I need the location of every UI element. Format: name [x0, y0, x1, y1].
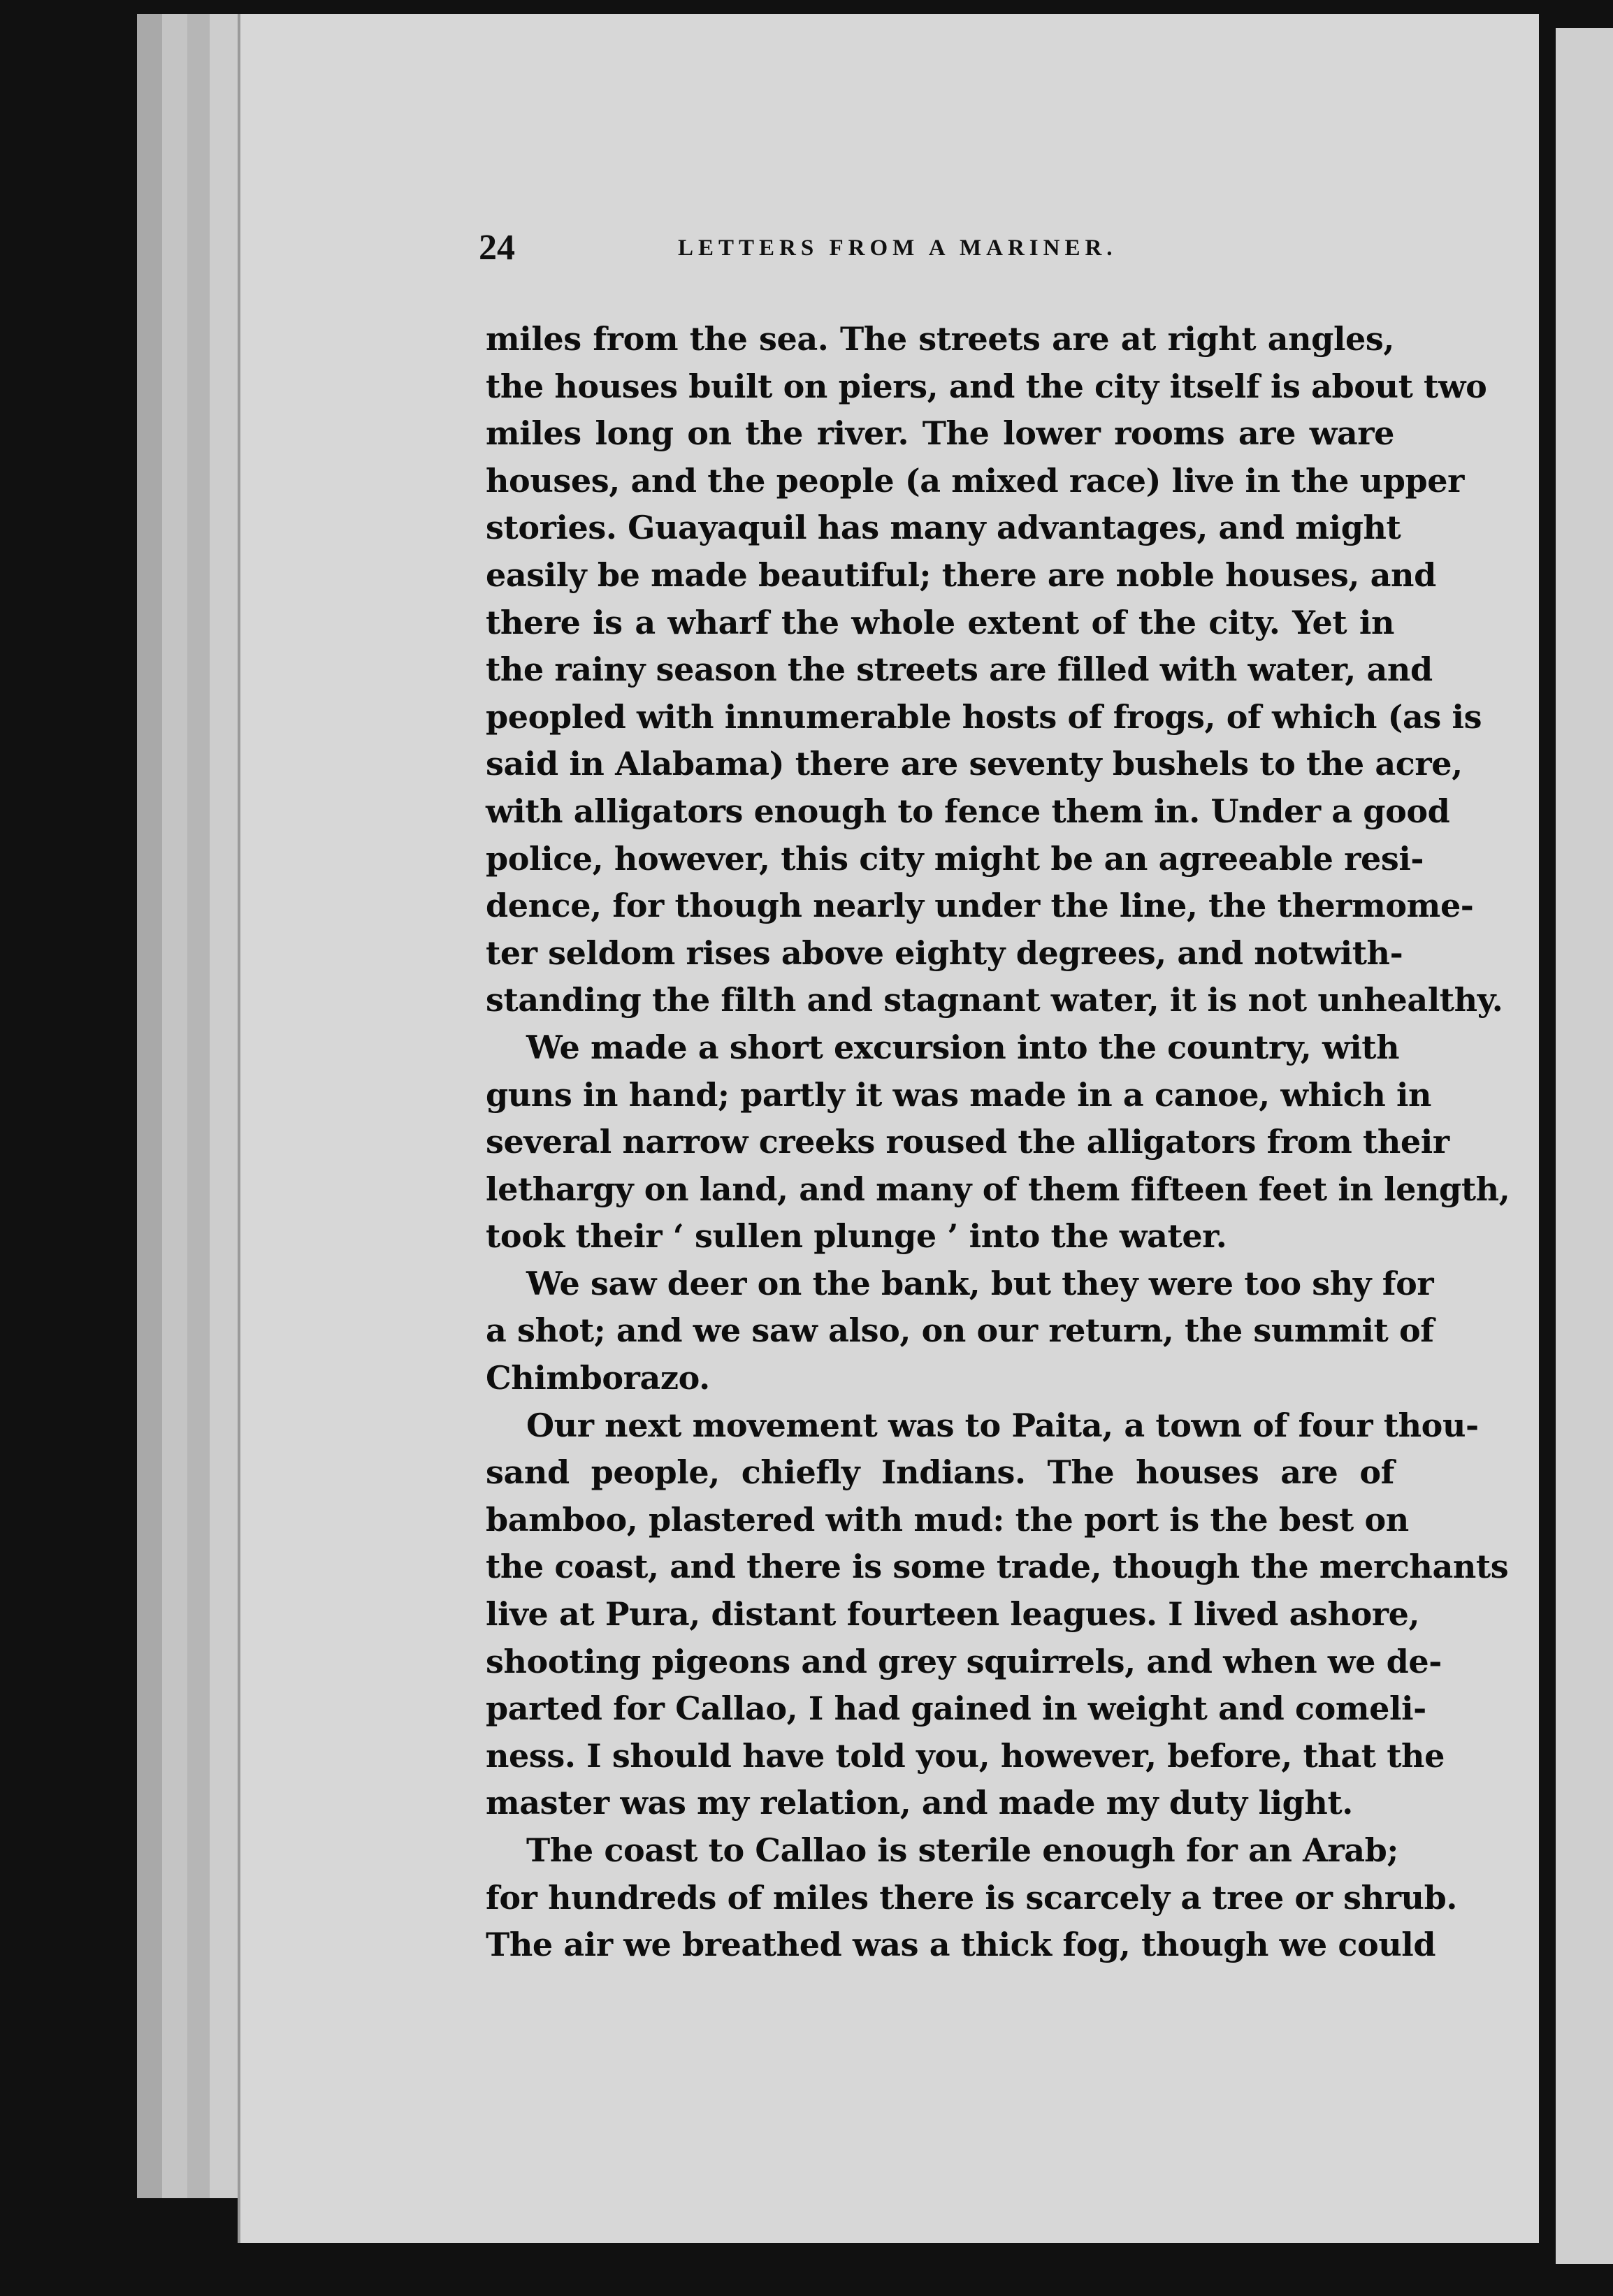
text-line: police, however, this city might be an agreeable resi- [486, 839, 1424, 878]
text-line: miles long on the river. The lower rooms are ware [486, 414, 1394, 453]
text-line: easily be made beautiful; there are noble houses, and [486, 555, 1436, 594]
text-line: dence, for though nearly under the line, the thermome- [486, 887, 1474, 925]
page-number: 24 [479, 228, 515, 268]
text-line: Chimborazo. [486, 1359, 710, 1397]
text-line: stories. Guayaquil has many advantages, and might [486, 509, 1401, 547]
text-line: lethargy on land, and many of them fifteen feet in length, [486, 1170, 1510, 1208]
text-line: sand people, chiefly Indians. The houses are of [486, 1453, 1394, 1492]
text-line: shooting pigeons and grey squirrels, and when we de- [486, 1642, 1442, 1680]
text-line: The air we breathed was a thick fog, though we could [486, 1926, 1436, 1964]
text-line: miles from the sea. The streets are at right angles, [486, 320, 1394, 358]
facing-page-edge [1556, 28, 1613, 2264]
text-line: Our next movement was to Paita, a town of four thou- [526, 1406, 1479, 1444]
text-line: parted for Callao, I had gained in weight and comeli- [486, 1690, 1426, 1728]
text-line: for hundreds of miles there is scarcely a tree or shrub. [486, 1878, 1457, 1917]
text-line: said in Alabama) there are seventy bushels to the acre, [486, 745, 1463, 783]
text-line: several narrow creeks roused the alligators from their [486, 1123, 1449, 1161]
text-line: live at Pura, distant fourteen leagues. I lived ashore, [486, 1595, 1420, 1634]
text-line: a shot; and we saw also, on our return, the summit of [486, 1312, 1434, 1350]
text-line: guns in hand; partly it was made in a canoe, which in [486, 1075, 1432, 1114]
text-line: We made a short excursion into the country, with [526, 1028, 1400, 1066]
text-line: houses, and the people (a mixed race) live in the upper [486, 461, 1464, 500]
text-line: The coast to Callao is sterile enough for an Arab; [526, 1831, 1399, 1869]
text-line: peopled with innumerable hosts of frogs, of which (as is [486, 697, 1482, 736]
text-line: there is a wharf the whole extent of the city. Yet in [486, 603, 1394, 641]
text-line: the coast, and there is some trade, though the merchants [486, 1548, 1509, 1586]
text-line: standing the filth and stagnant water, it is not unhealthy. [486, 981, 1503, 1019]
running-head [479, 227, 1247, 283]
text-line: the houses built on piers, and the city itself is about two [486, 367, 1487, 405]
text-line: ness. I should have told you, however, before, that the [486, 1736, 1445, 1775]
text-line: with alligators enough to fence them in. Under a good [486, 792, 1450, 830]
text-line: took their ‘ sullen plunge ’ into the water. [486, 1217, 1227, 1256]
text-line: the rainy season the streets are filled with water, and [486, 651, 1433, 689]
text-line: master was my relation, and made my duty light. [486, 1784, 1353, 1822]
text-line: We saw deer on the bank, but they were too shy for [526, 1264, 1434, 1302]
text-line: bamboo, plastered with mud: the port is the best on [486, 1500, 1409, 1539]
running-title: LETTERS FROM A MARINER. [678, 235, 1117, 261]
body-text [486, 316, 1510, 1969]
text-line: ter seldom rises above eighty degrees, and notwith- [486, 933, 1403, 972]
